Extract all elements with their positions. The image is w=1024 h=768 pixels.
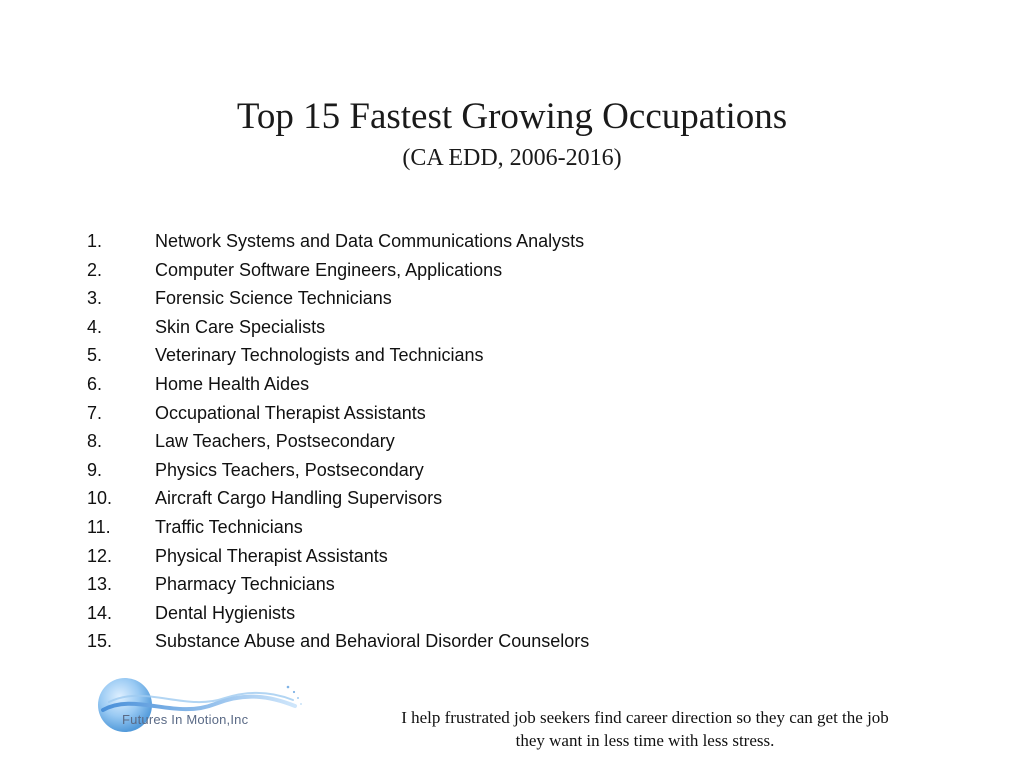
list-item <box>87 284 589 313</box>
list-item-number: 4. <box>87 316 103 337</box>
tagline-line: they want in less time with less stress. <box>515 731 775 750</box>
occupation-list <box>87 227 589 656</box>
list-item-label: Pharmacy Technicians <box>155 574 335 595</box>
list-item <box>87 341 589 370</box>
list-item-label: Dental Hygienists <box>155 602 296 623</box>
list-item-label: Aircraft Cargo Handling Supervisors <box>155 488 443 509</box>
list-item-label: Substance Abuse and Behavioral Disorder Counselors <box>155 631 590 652</box>
tagline <box>350 706 940 752</box>
list-item-number: 12. <box>87 545 113 566</box>
list-item-number: 15. <box>87 631 113 652</box>
list-item-label: Skin Care Specialists <box>155 316 326 337</box>
list-item-number: 9. <box>87 459 103 480</box>
slide-title: Top 15 Fastest Growing Occupations <box>236 96 788 137</box>
slide-subtitle: (CA EDD, 2006-2016) <box>402 145 622 171</box>
list-item-number: 13. <box>87 574 113 595</box>
list-item <box>87 484 589 513</box>
logo-text: Futures In Motion,Inc <box>122 712 249 727</box>
list-item-number: 14. <box>87 602 113 623</box>
list-item-number: 6. <box>87 373 103 394</box>
list-item <box>87 513 589 542</box>
list-item-label: Veterinary Technologists and Technicians <box>155 345 484 366</box>
list-item-label: Computer Software Engineers, Applications <box>155 259 503 280</box>
list-item-number: 5. <box>87 345 103 366</box>
list-item <box>87 399 589 428</box>
list-item-label: Physical Therapist Assistants <box>155 545 388 566</box>
list-item-number: 3. <box>87 288 103 309</box>
list-item <box>87 570 589 599</box>
list-item-number: 10. <box>87 488 113 509</box>
tagline-line: I help frustrated job seekers find career direction so they can get the job <box>401 708 889 727</box>
list-item-label: Law Teachers, Postsecondary <box>155 431 395 452</box>
list-item-number: 2. <box>87 259 103 280</box>
list-item-number: 7. <box>87 402 103 423</box>
list-item <box>87 370 589 399</box>
list-item-label: Traffic Technicians <box>155 516 303 537</box>
list-item-label: Occupational Therapist Assistants <box>155 402 426 423</box>
list-item-number: 11. <box>87 516 111 537</box>
list-item <box>87 227 589 256</box>
futures-in-motion-logo-icon <box>95 672 315 742</box>
list-item <box>87 627 589 656</box>
list-item <box>87 599 589 628</box>
list-item-number: 8. <box>87 431 103 452</box>
list-item <box>87 427 589 456</box>
list-item <box>87 256 589 285</box>
list-item <box>87 542 589 571</box>
list-item <box>87 313 589 342</box>
list-item-label: Network Systems and Data Communications Analysts <box>155 231 585 251</box>
list-item <box>87 456 589 485</box>
list-item-label: Forensic Science Technicians <box>155 288 392 309</box>
list-item-number: 1. <box>87 231 103 251</box>
list-item-label: Home Health Aides <box>155 373 310 394</box>
list-item-label: Physics Teachers, Postsecondary <box>155 459 424 480</box>
